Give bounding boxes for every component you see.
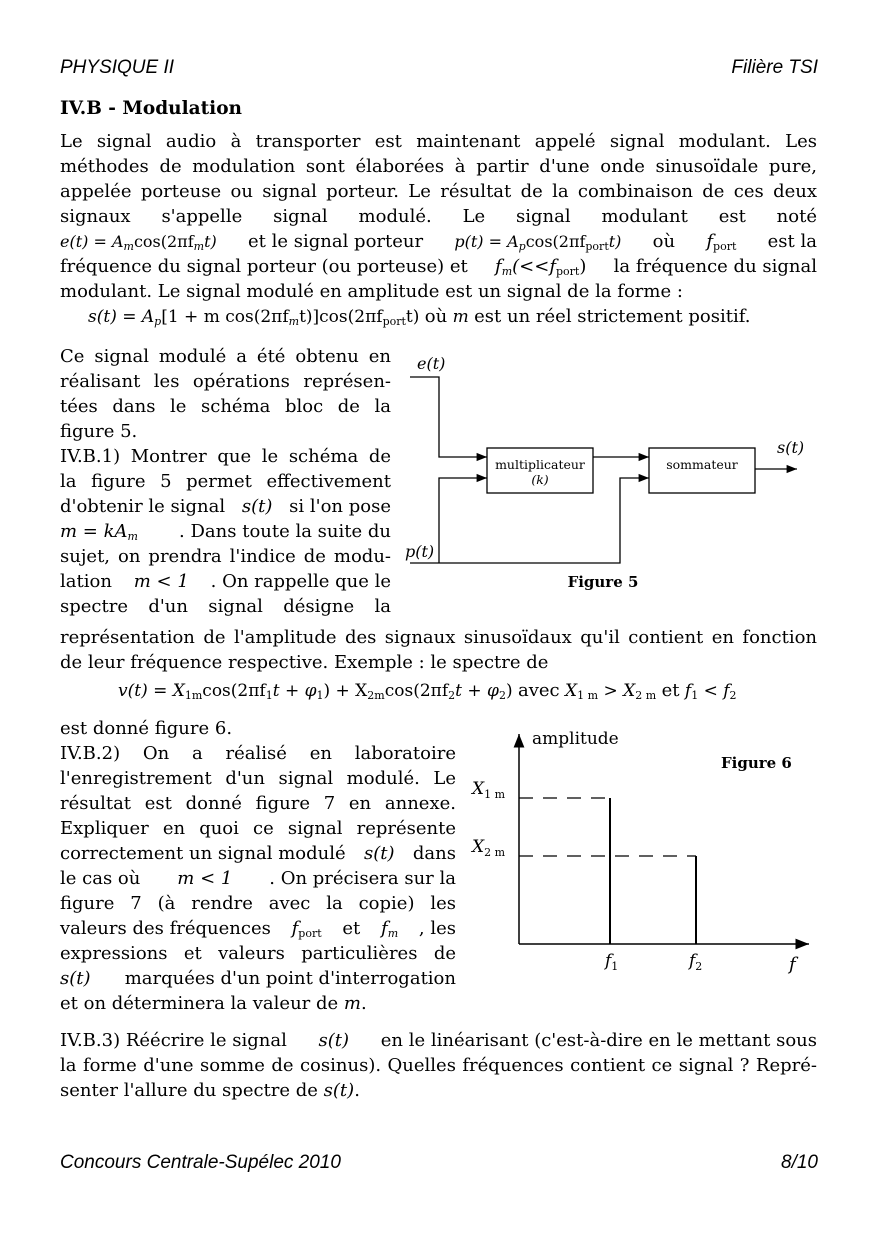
q1-st: s(t) [241, 496, 273, 517]
f-ll-sub: port [556, 265, 580, 278]
f-ll-end: ) [579, 256, 587, 277]
para2-line: Ce signal modulé a été obtenu en [60, 346, 391, 367]
fig6-x2-label: $X_{2 m}$ [472, 837, 506, 859]
q2-line [60, 966, 456, 991]
q1-continuation [60, 625, 817, 675]
q1-line: de leur fréquence respective. Exemple : le spectre de [60, 652, 549, 673]
q2-text: dans [412, 843, 456, 864]
q2-line [60, 866, 456, 891]
eq-s-b: [1 + m cos(2πf [161, 307, 289, 327]
q2-line: l'enregistrement d'un signal modulé. Le [60, 768, 456, 789]
fig5-multiplier-label: multiplicateur [495, 457, 585, 472]
intro-line: méthodes de modulation sont élaborées à partir d'une onde sinusoïdale pure, [60, 156, 817, 177]
q1-line: représentation de l'amplitude des signaux sinusoïdaux qu'il contient en fonction [60, 627, 817, 648]
eq-v-sub: 2m [367, 689, 385, 702]
fig5-caption: Figure 5 [567, 573, 639, 591]
eq-v-part: t + φ [272, 681, 317, 701]
text-frequence: fréquence du signal porteur (ou porteuse) et [60, 256, 468, 277]
q3-st: s(t) [323, 1080, 355, 1101]
eq-v-part: cos(2πf [384, 681, 449, 701]
q3-paragraph [60, 1028, 817, 1103]
intro-line: signaux s'appelle signal modulé. Le signal modulant est noté [60, 206, 817, 227]
eq-v-part: f [684, 681, 692, 701]
q3-text: en le linéarisant (c'est-à-dire en le mettant sous [380, 1030, 817, 1051]
fig6-y-label: amplitude [532, 729, 619, 749]
eq-p-end: t) [608, 232, 622, 251]
q2-text: marquées d'un point d'interrogation [124, 968, 456, 989]
eq-s-b-sub: m [288, 315, 300, 328]
fig5-wire-e [410, 377, 487, 457]
eq-v-part: ) + X [323, 681, 368, 701]
f-port: f [706, 231, 714, 252]
q2-text: correctement un signal modulé [60, 843, 346, 864]
q2-line: Expliquer en quoi ce signal représente [60, 818, 456, 839]
q2-line [60, 916, 456, 941]
equation-s [88, 306, 750, 327]
q2-text: et on déterminera la valeur de [60, 993, 339, 1014]
q2-st: s(t) [364, 843, 395, 864]
eq-v-sub: 1m [184, 689, 203, 702]
intro-line-freq [60, 254, 817, 279]
intro-line-equations [60, 229, 817, 254]
eq-s-c: t)]cos(2πf [299, 307, 383, 327]
para2-column [60, 344, 391, 619]
q3-line [60, 1078, 817, 1103]
eq-v-part: cos(2πf [202, 681, 266, 701]
eq-e-sub2: m [193, 240, 205, 253]
eq-p-sub2: port [585, 240, 609, 253]
equation-v [118, 680, 737, 701]
eq-v-sub: 1 [265, 689, 273, 702]
q2-column [60, 716, 456, 1016]
eq-s-text: où [424, 306, 448, 327]
q2-line [60, 841, 456, 866]
eq-p-sub: p [518, 240, 526, 253]
intro-line: Le signal audio à transporter est maintenant appelé signal modulant. Les [60, 131, 817, 152]
fig5-label-e: e(t) [417, 354, 446, 373]
q3-st: s(t) [318, 1030, 350, 1051]
q1-line: IV.B.1) Montrer que le schéma de [60, 446, 391, 467]
q2-m: m < 1 [177, 868, 233, 889]
q1-text: . On rappelle que le [210, 571, 391, 592]
eq-v-part: < f [703, 681, 730, 701]
footer-contest: Concours Centrale-Supélec 2010 [60, 1152, 341, 1173]
q1-text: . Dans toute la suite du [179, 521, 391, 542]
eq-v-sub: 2 m [635, 689, 657, 702]
q2-f-sub: m [387, 927, 399, 940]
q1-eq-sub: m [127, 530, 138, 543]
eq-s-d: t) [405, 307, 420, 327]
q1-text: d'obtenir le signal [60, 496, 226, 517]
eq-v-part: t + φ [455, 681, 499, 701]
fig5-label-p: p(t) [405, 542, 435, 561]
eq-v-sub: 1 [316, 689, 324, 702]
eq-v-sub: 2 [498, 689, 506, 702]
q2-m: m [343, 993, 361, 1014]
eq-e-sub: m [123, 240, 134, 253]
eq-e-end: t) [204, 232, 217, 251]
q2-f: f [291, 918, 299, 939]
intro-line: appelée porteuse ou signal porteur. Le résultat de la combinaison de ces deux [60, 181, 817, 202]
q1-line [60, 519, 391, 544]
q2-text: et [342, 918, 361, 939]
eq-s-m: m [452, 307, 469, 327]
eq-v-text: avec [517, 680, 560, 701]
para2-line: réalisant les opérations représen- [60, 371, 391, 392]
after-eq-line: est donné figure 6. [60, 718, 233, 739]
q2-text: . On précisera sur la [269, 868, 456, 889]
q1-line [60, 494, 391, 519]
q1-text: lation [60, 571, 112, 592]
q2-text: , les [418, 918, 456, 939]
q2-text: . [360, 993, 367, 1014]
q2-st: s(t) [60, 968, 91, 989]
text-est-la: est la [767, 231, 817, 252]
q3-line [60, 1028, 817, 1053]
fig6-f2-label: $f_2$ [689, 951, 703, 973]
f-m: f [495, 256, 502, 277]
q3-text: IV.B.3) Réécrire le signal [60, 1030, 287, 1051]
intro-paragraph [60, 129, 817, 304]
text-porteur: et le signal porteur [248, 231, 424, 252]
f-port-sub: port [713, 240, 737, 253]
header-subject: PHYSIQUE II [60, 57, 175, 78]
fig5-wire-p-mult [439, 478, 487, 563]
eq-s-c-sub: port [382, 315, 406, 328]
eq-e-rest: cos(2πf [133, 232, 194, 251]
q2-text: le cas où [60, 868, 141, 889]
q1-m: m < 1 [133, 571, 189, 592]
eq-v-sub: 2 [729, 689, 737, 702]
q3-text: senter l'allure du spectre de [60, 1080, 318, 1101]
fig6-x1-label: $X_{1 m}$ [472, 779, 506, 801]
eq-s-a: s(t) = A [88, 307, 155, 327]
eq-v-part: ) [505, 681, 513, 701]
fig6-caption: Figure 6 [721, 754, 792, 772]
q3-line: la forme d'une somme de cosinus). Quelles fréquences contient ce signal ? Repré- [60, 1055, 817, 1076]
fig5-multiplier-k: (k) [531, 472, 549, 487]
eq-p-rest: cos(2πf [525, 232, 586, 251]
eq-s-end: est un réel strictement positif. [474, 306, 751, 327]
q2-line [60, 991, 456, 1016]
eq-e: e(t) = A [60, 232, 124, 251]
q2-line: résultat est donné figure 7 en annexe. [60, 793, 456, 814]
q1-line: la figure 5 permet effectivement [60, 471, 391, 492]
f-m-sub: m [501, 265, 513, 278]
fig6-x-label: f [789, 954, 796, 975]
intro-line: modulant. Le signal modulé en amplitude est un signal de la forme : [60, 281, 683, 302]
eq-v-part: X [565, 681, 578, 701]
q2-f: f [381, 918, 388, 939]
fig6-f1-label: $f_1$ [605, 951, 619, 973]
eq-v-sub: 1 m [577, 689, 599, 702]
q1-line: spectre d'un signal désigne la [60, 596, 391, 617]
q2-line: expressions et valeurs particulières de [60, 943, 456, 964]
para2-line: figure 5. [60, 421, 138, 442]
q1-line [60, 569, 391, 594]
figure6-spectrum [462, 724, 817, 984]
eq-v-sub: 2 [448, 689, 456, 702]
text-ou: où [652, 231, 676, 252]
eq-v-text: et [661, 680, 680, 701]
q2-line: IV.B.2) On a réalisé en laboratoire [60, 743, 456, 764]
eq-s-a-sub: p [154, 315, 162, 328]
section-title: IV.B - Modulation [60, 98, 242, 119]
fig5-label-s: s(t) [777, 438, 805, 457]
q2-f-sub: port [298, 927, 322, 940]
q3-text: . [354, 1080, 360, 1101]
q1-line: sujet, on prendra l'indice de modu- [60, 546, 391, 567]
q2-text: valeurs des fréquences [60, 918, 271, 939]
para2-line: tées dans le schéma bloc de la [60, 396, 391, 417]
eq-v-part: v(t) = X [118, 681, 185, 701]
q2-line: figure 7 (à rendre avec la copie) les [60, 893, 456, 914]
f-ll: (<<f [512, 256, 556, 277]
eq-p: p(t) = A [454, 232, 519, 251]
eq-v-sub: 1 [691, 689, 699, 702]
q1-eq: m = kA [60, 521, 128, 542]
figure5-block-diagram [395, 345, 815, 600]
footer-page-number: 8/10 [781, 1152, 818, 1173]
fig5-adder-label: sommateur [666, 457, 738, 472]
header-track: Filière TSI [731, 57, 818, 78]
q1-text: si l'on pose [289, 496, 391, 517]
eq-v-part: > X [603, 681, 636, 701]
text-freq-signal: la fréquence du signal [613, 256, 817, 277]
